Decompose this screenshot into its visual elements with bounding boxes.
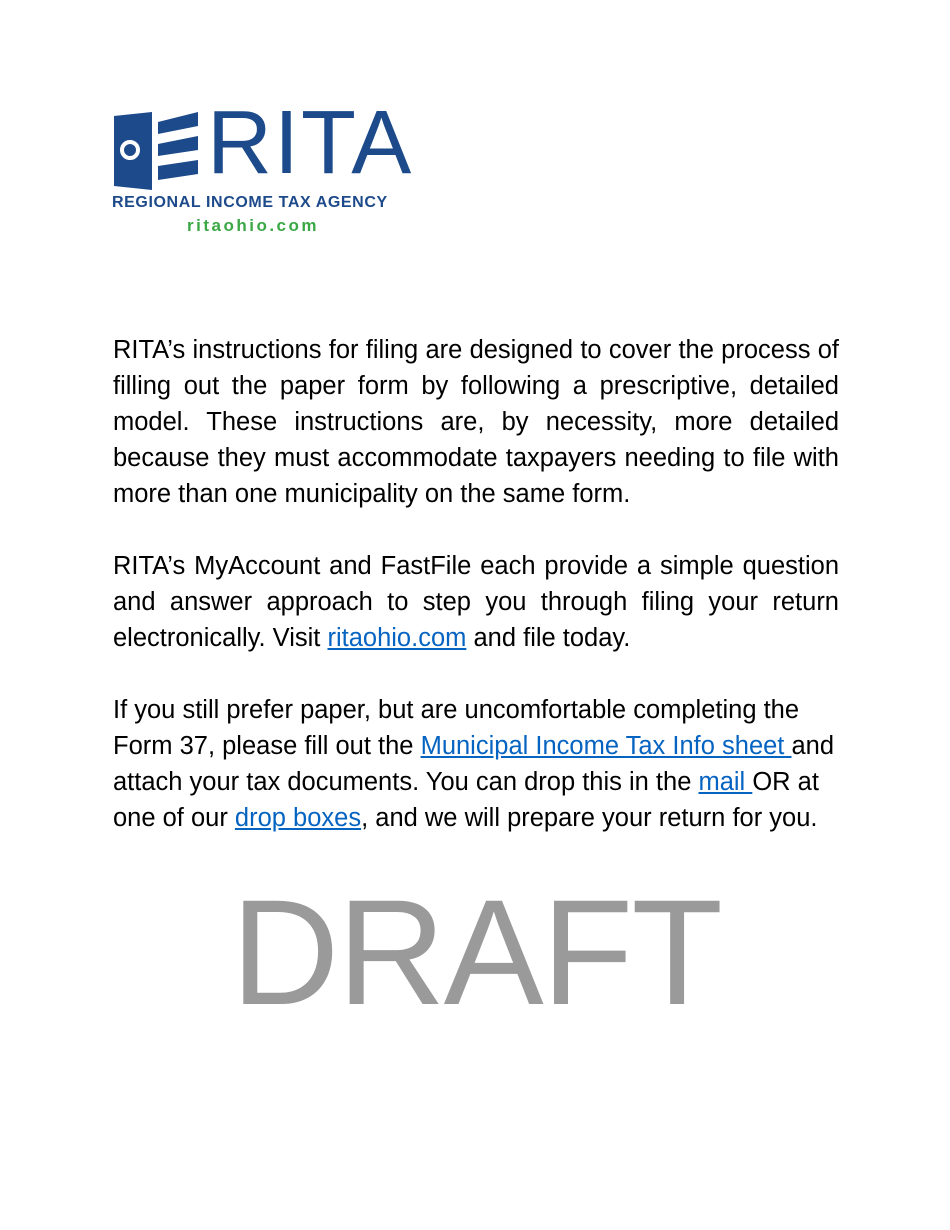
document-body xyxy=(113,332,839,1036)
text: OR at xyxy=(752,768,819,796)
text: Form 37, please fill out the xyxy=(113,732,421,760)
drop-boxes-link[interactable]: drop boxes xyxy=(234,804,362,832)
paragraph-instructions xyxy=(113,332,839,512)
logo-wordmark: RITA xyxy=(207,93,414,193)
text-line: RITA’s instructions for filing are designed to cover the process of xyxy=(113,336,839,364)
text-line: because they must accommodate taxpayers needing to file with xyxy=(113,444,839,472)
text-line: RITA’s MyAccount and FastFile each provide a simple question xyxy=(113,552,839,580)
paragraph-paper-option xyxy=(113,692,839,836)
book-logo-icon xyxy=(112,112,200,192)
rita-logo xyxy=(112,93,414,238)
text-line: If you still prefer paper, but are uncomfortable completing the xyxy=(113,696,800,724)
paragraph-electronic-filing xyxy=(113,548,839,656)
text: attach your tax documents. You can drop this in the xyxy=(113,768,699,796)
text-line: model. These instructions are, by necessity, more detailed xyxy=(113,408,839,436)
text: and file today. xyxy=(466,624,631,652)
logo-subtitle: REGIONAL INCOME TAX AGENCY xyxy=(112,194,388,211)
text: , and we will prepare your return for you. xyxy=(361,804,818,832)
ritaohio-link[interactable]: ritaohio.com xyxy=(327,624,467,652)
info-sheet-link[interactable]: Municipal Income Tax Info sheet xyxy=(420,732,792,760)
logo-url: ritaohio.com xyxy=(187,216,320,235)
text: one of our xyxy=(113,804,235,832)
text-line: more than one municipality on the same form. xyxy=(113,480,631,508)
text: electronically. Visit xyxy=(113,624,328,652)
draft-watermark: DRAFT xyxy=(231,868,721,1036)
text: and xyxy=(791,732,835,760)
mail-link[interactable]: mail xyxy=(698,768,753,796)
text-line: and answer approach to step you through filing your return xyxy=(113,588,839,616)
text-line: filling out the paper form by following a prescriptive, detailed xyxy=(113,372,839,400)
